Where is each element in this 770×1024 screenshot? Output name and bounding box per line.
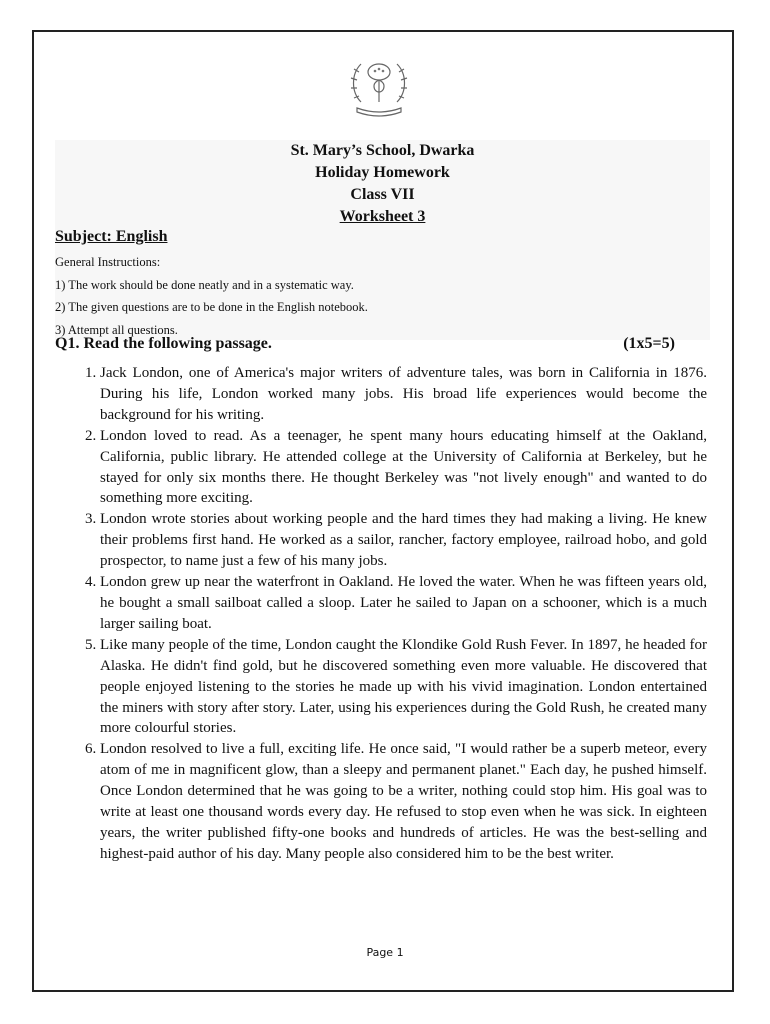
page-number: Page 1: [366, 946, 404, 959]
document-header: [55, 140, 710, 228]
instruction-item: 2) The given questions are to be done in the English notebook.: [55, 300, 368, 314]
school-crest-logo: [343, 52, 415, 118]
subject-heading: Subject: English: [55, 228, 168, 245]
class-label: Class VII: [350, 186, 415, 203]
passage-list: [55, 363, 707, 865]
worksheet-label: Worksheet 3: [339, 208, 426, 225]
question-marks: (1x5=5): [623, 335, 675, 352]
passage-paragraph: 4. London grew up near the waterfront in Oakland. He loved the water. When he was fifteen years old, he bought a small sailboat called a sloop. Later he sailed to Japan on a schooner, which is a much larger sailing boat.: [100, 572, 707, 635]
school-name: St. Mary’s School, Dwarka: [290, 142, 475, 159]
passage-paragraph: 1. Jack London, one of America's major writers of adventure tales, was born in California in 1876. During his life, London worked many jobs. His broad life experiences would become the background for his writing.: [100, 363, 707, 426]
general-instructions: [55, 251, 368, 341]
question-1: [55, 335, 675, 353]
passage-paragraph: 6. London resolved to live a full, exciting life. He once said, "I would rather be a superb meteor, every atom of me in magnificent glow, than a sleepy and permanent planet." Each day, he pushed himself. Once London determined that he was going to be a writer, nothing could stop him. His goal was to write at least one thousand words every day. He refused to stop even when he was sick. In eighteen years, the writer published fifty-one books and hundreds of articles. He was the best-selling and highest-paid author of his day. Many people also considered him to be the best writer.: [100, 739, 707, 864]
instruction-item: 3) Attempt all questions.: [55, 322, 178, 337]
passage-paragraph: 3. London wrote stories about working people and the hard times they had making a living. He knew their problems first hand. He worked as a sailor, rancher, factory employee, railroad hobo, and gold prospector, to name just a few of his many jobs.: [100, 509, 707, 572]
document-title: Holiday Homework: [315, 164, 450, 181]
question-label: Q1. Read the following passage.: [55, 335, 272, 352]
instructions-heading: General Instructions:: [55, 255, 161, 269]
instruction-item: 1) The work should be done neatly and in a systematic way.: [55, 277, 354, 292]
passage-paragraph: 2. London loved to read. As a teenager, he spent many hours educating himself at the Oakland, California, public library. He attended college at the University of California at Berkeley, but he stayed for only six months there. He thought Berkeley was "not lively enough" and wanted to do something more exciting.: [100, 426, 707, 510]
passage-paragraph: 5. Like many people of the time, London caught the Klondike Gold Rush Fever. In 1897, he headed for Alaska. He didn't find gold, but he discovered something even more valuable. He discovered that people enjoyed listening to the stories he made up with his vivid imagination. London entertained the miners with story after story. Later, using his experiences during the Gold Rush, he created many more colourful stories.: [100, 635, 707, 740]
